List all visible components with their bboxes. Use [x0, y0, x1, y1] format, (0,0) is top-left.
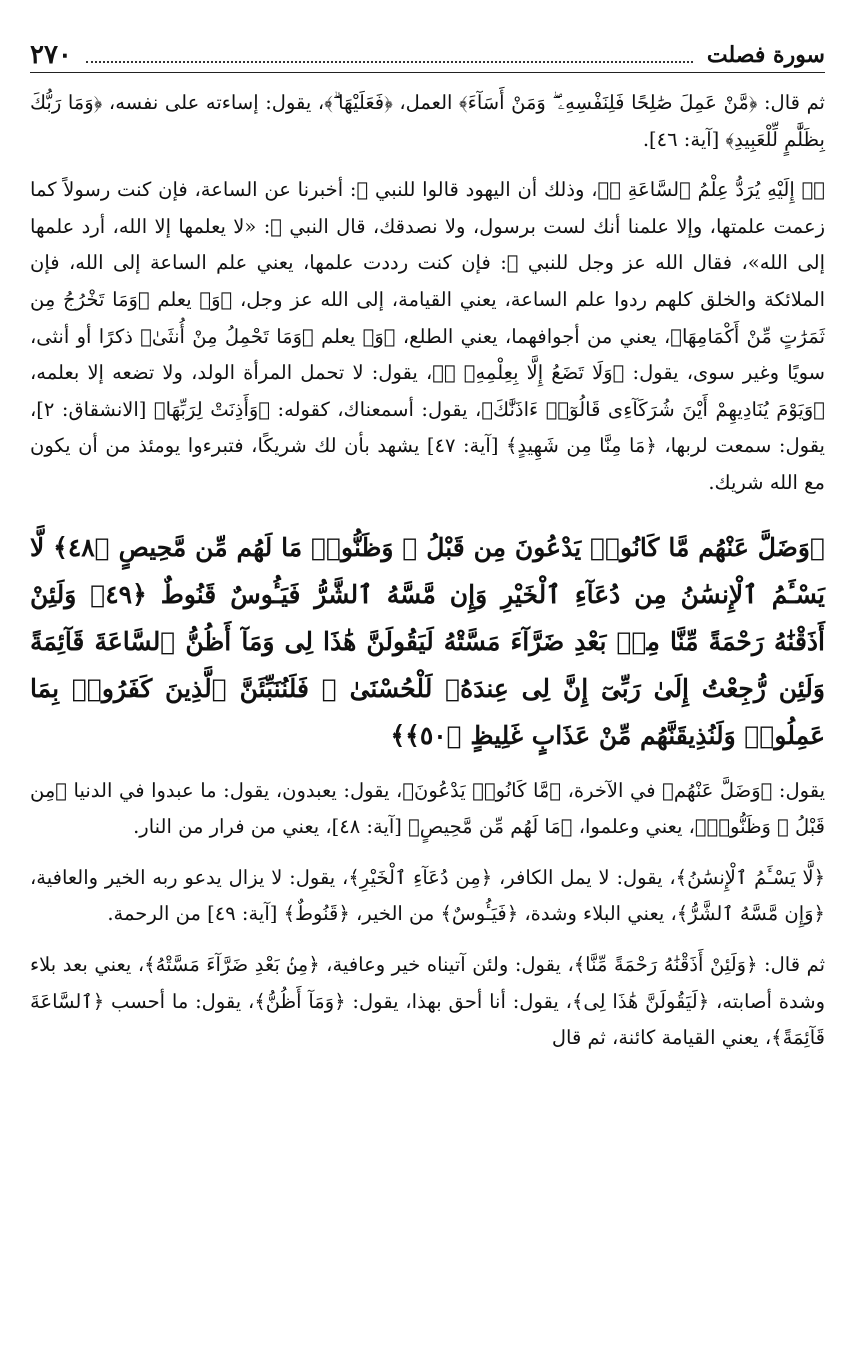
leader-dots	[86, 47, 693, 63]
running-head	[30, 38, 825, 73]
page-number: ٢٧٠	[30, 40, 72, 70]
commentary-verse-48: يقول: ﴿وَضَلَّ عَنْهُم﴾ في الآخرة، ﴿مَّا كَانُوا۟ يَدْعُونَ﴾، يقول: يعبدون، يقول: ما عبدوا في الدنيا ﴿مِن قَبْلُ ۖ وَظَنُّوا۟﴾، يعني وعلموا، ﴿مَا لَهُم مِّن مَّحِيصٍ﴾ [آية: ٤٨]، يعني من فرار من النار.	[30, 778, 825, 839]
paragraph-verse-47: ﴿۞ إِلَيْهِ يُرَدُّ عِلْمُ ٱلسَّاعَةِ ۚ﴾، وذلك أن اليهود قالوا للنبي ﷺ: أخبرنا عن الساعة، فإن كنت رسولاً كما زعمت علمتها، وإلا علمنا أنك لست برسول، ولا نصدقك، قال النبي ﷺ: «لا يعلمها إلا الله، أرد علمها إلى الله»، فقال الله عز وجل للنبي ﷺ: فإن كنت رددت علمها، يعني علم الساعة إلى الله، فإن الملائكة والخلق كلهم ردوا علم الساعة، يعني القيامة، إلى الله عز وجل، ﴿وَ﴾ يعلم ﴿وَمَا تَخْرُجُ مِن ثَمَرَٰتٍ مِّنْ أَكْمَامِهَا﴾، يعني من أجوافهما، يعني الطلع، ﴿وَ﴾ يعلم ﴿وَمَا تَحْمِلُ مِنْ أُنثَىٰ﴾ ذكرًا أو أنثى، سويًا وغير سوى، يقول: ﴿وَلَا تَضَعُ إِلَّا بِعِلْمِهِۦ ۚ﴾، يقول: لا تحمل المرأة الولد، ولا تضعه إلا بعلمه، ﴿وَيَوْمَ يُنَادِيهِمْ أَيْنَ شُرَكَآءِى قَالُوٓا۟ ءَاذَنَّٰكَ﴾، يقول: أسمعناك، كقوله: ﴿وَأَذِنَتْ لِرَبِّهَا﴾ [الانشقاق: ٢]، يقول: سمعت لربها، ﴿مَا مِنَّا مِن شَهِيدٍ﴾ [آية: ٤٧] يشهد بأن لك شريكًا، فتبرءوا يومئذ من أن يكون مع الله شريك.	[30, 178, 825, 494]
commentary-verse-50: ثم قال: ﴿وَلَئِنْ أَذَقْنَٰهُ رَحْمَةً مِّنَّا﴾، يقول: ولئن آتيناه خير وعافية، ﴿مِنۢ بَعْدِ ضَرَّآءَ مَسَّتْهُ﴾، يعني بعد بلاء وشدة أصابته، ﴿لَيَقُولَنَّ هَٰذَا لِى﴾، يقول: أنا أحق بهذا، يقول: ﴿وَمَآ أَظُنُّ﴾، يقول: ما أحسب ﴿ٱلسَّاعَةَ قَآئِمَةً﴾، يعني القيامة كائنة، ثم قال	[30, 952, 825, 1050]
quran-passage: ﴿وَضَلَّ عَنْهُم مَّا كَانُوا۟ يَدْعُونَ مِن قَبْلُ ۖ وَظَنُّوا۟ مَا لَهُم مِّن مَّحِيصٍ ﴿٤٨﴾ لَّا يَسْـَٔمُ ٱلْإِنسَٰنُ مِن دُعَآءِ ٱلْخَيْرِ وَإِن مَّسَّهُ ٱلشَّرُّ فَيَـُٔوسٌ قَنُوطٌ ﴿٤٩﴾ وَلَئِنْ أَذَقْنَٰهُ رَحْمَةً مِّنَّا مِنۢ بَعْدِ ضَرَّآءَ مَسَّتْهُ لَيَقُولَنَّ هَٰذَا لِى وَمَآ أَظُنُّ ٱلسَّاعَةَ قَآئِمَةً وَلَئِن رُّجِعْتُ إِلَىٰ رَبِّىٓ إِنَّ لِى عِندَهُۥ لَلْحُسْنَىٰ ۚ فَلَنُنَبِّئَنَّ ٱلَّذِينَ كَفَرُوا۟ بِمَا عَمِلُوا۟ وَلَنُذِيقَنَّهُم مِّنْ عَذَابٍ غَلِيظٍ ﴿٥٠﴾﴾	[30, 532, 825, 750]
commentary-verse-49: ﴿لَّا يَسْـَٔمُ ٱلْإِنسَٰنُ﴾، يقول: لا يمل الكافر، ﴿مِن دُعَآءِ ٱلْخَيْرِ﴾، يقول: لا يزال يدعو ربه الخير والعافية، ﴿وَإِن مَّسَّهُ ٱلشَّرُّ﴾، يعني البلاء وشدة، ﴿فَيَـُٔوسٌ﴾ من الخير، ﴿قَنُوطٌ﴾ [آية: ٤٩] من الرحمة.	[30, 865, 825, 926]
paragraph-verse-46: ثم قال: ﴿مَّنْ عَمِلَ صَٰلِحًا فَلِنَفْسِهِۦ ۖ وَمَنْ أَسَآءَ﴾ العمل، ﴿فَعَلَيْهَا ۗ﴾، يقول: إساءته على نفسه، ﴿وَمَا رَبُّكَ بِظَلَّٰمٍ لِّلْعَبِيدِ﴾ [آية: ٤٦].	[30, 91, 825, 151]
sura-title: سورة فصلت	[706, 42, 825, 68]
